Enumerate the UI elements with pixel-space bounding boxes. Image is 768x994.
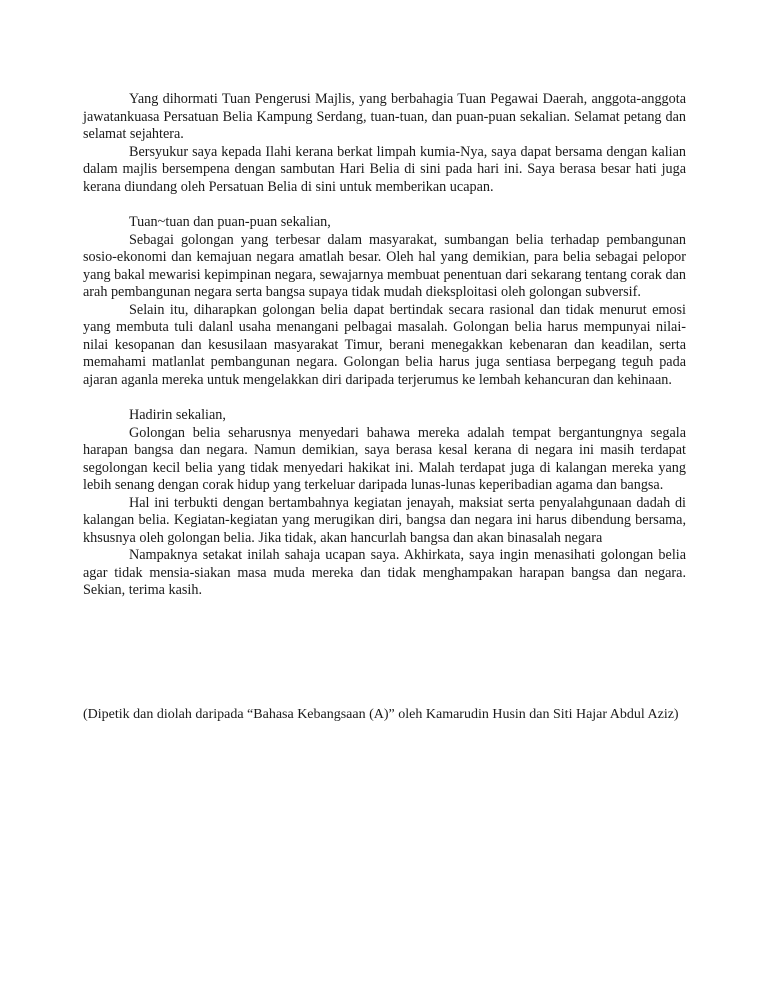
source-citation: (Dipetik dan diolah daripada “Bahasa Kebangsaan (A)” oleh Kamarudin Husin dan Siti Hajar Abdul Aziz): [83, 707, 679, 722]
hope-paragraph: Golongan belia seharusnya menyedari bahawa mereka adalah tempat bergantungnya segala harapan bangsa dan negara. Namun demikian, saya berasa kesal kerana di negara ini masih terdapat segolongan kecil belia yang tidak menyedari hakikat ini. Malah terdapat juga di kalangan mereka yang lebih senang dengan corak hidup yang terkeluar daripada lunas-lunas keperibadian agama dan bangsa.: [83, 424, 686, 493]
salutation-line: Hadirin sekalian,: [129, 407, 226, 423]
youth-role-section: [83, 214, 686, 389]
concerns-section: [83, 407, 686, 600]
opening-section: [83, 91, 686, 196]
speech-document: [83, 91, 686, 618]
greeting-paragraph: Yang dihormati Tuan Pengerusi Majlis, yang berbahagia Tuan Pegawai Daerah, anggota-anggota jawatankuasa Persatuan Belia Kampung Serdang, tuan-tuan, dan puan-puan sekalian. Selamat petang dan selamat sejahtera.: [83, 91, 686, 142]
contribution-paragraph: Sebagai golongan yang terbesar dalam masyarakat, sumbangan belia terhadap pembangunan sosio-ekonomi dan kemajuan negara amatlah besar. Oleh hal yang demikian, para belia sebagai pelopor yang bakal mewarisi kepimpinan negara, sewajarnya membuat penentuan dari sekarang tentang corak dan arah pembangunan negara serta bangsa supaya tidak mudah dieksploitasi oleh golongan subversif.: [83, 231, 686, 300]
closing-paragraph: Nampaknya setakat inilah sahaja ucapan saya. Akhirkata, saya ingin menasihati golongan belia agar tidak mensia-siakan masa muda mereka dan tidak menghampakan harapan bangsa dan negara. Sekian, terima kasih.: [83, 547, 686, 598]
crime-paragraph: Hal ini terbukti dengan bertambahnya kegiatan jenayah, maksiat serta penyalahgunaan dadah di kalangan belia. Kegiatan-kegiatan yang merugikan diri, bangsa dan negara ini harus dibendung bersama, khsusnya oleh golongan belia. Jika tidak, akan hancurlah bangsa dan akan binasalah negara: [83, 494, 686, 546]
gratitude-paragraph: Bersyukur saya kepada Ilahi kerana berkat limpah kumia-Nya, saya dapat bersama dengan kalian dalam majlis bersempena dengan sambutan Hari Belia di sini pada hari ini. Saya berasa besar hati juga kerana diundang oleh Persatuan Belia di sini untuk memberikan ucapan.: [83, 143, 686, 195]
values-paragraph: Selain itu, diharapkan golongan belia dapat bertindak secara rasional dan tidak menurut emosi yang membuta tuli dalanl usaha menangani pelbagai masalah. Golongan belia harus mempunyai nilai-nilai kesopanan dan kesusilaan masyarakat Timur, berani menegakkan kebenaran dan keadilan, serta memahami matlanlat pembangunan negara. Golongan belia harus juga sentiasa berpegang teguh pada ajaran aganla mereka untuk mengelakkan diri daripada terjerumus ke lembah kehancuran dan kehinaan.: [83, 301, 686, 388]
salutation-line: Tuan~tuan dan puan-puan sekalian,: [129, 214, 331, 230]
